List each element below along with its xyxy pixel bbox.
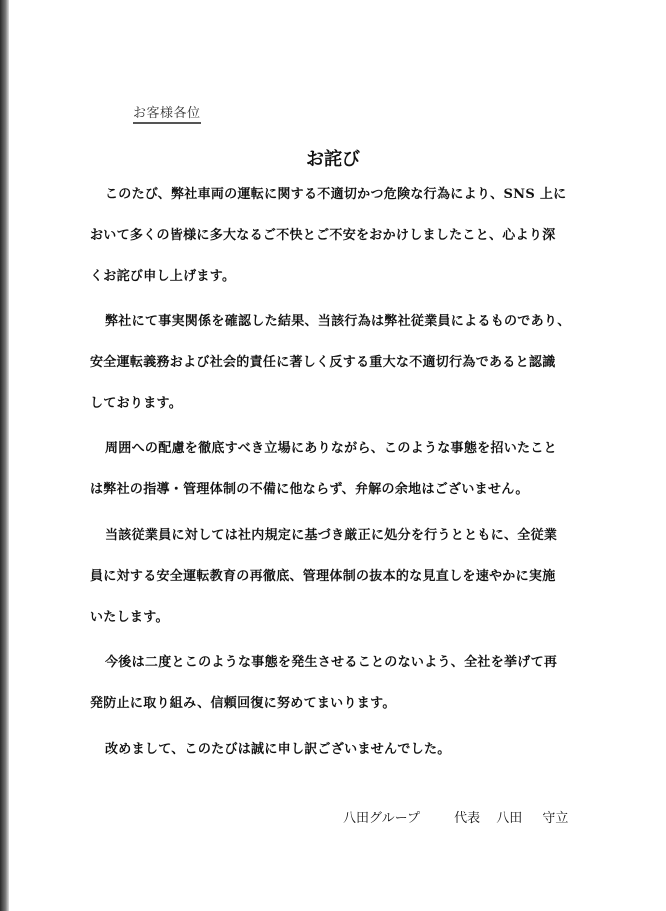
document-title: お詫び xyxy=(306,149,360,170)
body-line: いたします。 xyxy=(90,610,169,625)
body-line: くお詫び申し上げます。 xyxy=(90,269,236,284)
body-line: おいて多くの皆様に多大なるご不快とご不安をおかけしましたこと、心より深 xyxy=(90,228,556,243)
body-line: このたび、弊社車両の運転に関する不適切かつ危険な行為により、SNS 上に xyxy=(105,187,567,202)
body-line: は弊社の指導・管理体制の不備に他ならず、弁解の余地はございません。 xyxy=(90,482,529,497)
signature-given-name: 守立 xyxy=(542,811,569,826)
body-line: 周囲への配慮を徹底すべき立場にありながら、このような事態を招いたこと xyxy=(105,441,557,456)
body-line: 今後は二度とこのような事態を発生させることのないよう、全社を挙げて再 xyxy=(105,655,558,670)
body-line: 改めまして、このたびは誠に申し訳ございませんでした。 xyxy=(105,742,451,757)
signature-role: 代表 xyxy=(454,811,481,826)
page-edge-shadow xyxy=(0,0,9,911)
body-line: 弊社にて事実関係を確認した結果、当該行為は弊社従業員によるものであり、 xyxy=(105,314,571,329)
signature-surname: 八田 xyxy=(496,811,523,826)
body-line: 発防止に取り組み、信頼回復に努めてまいります。 xyxy=(90,696,396,711)
signature xyxy=(343,807,568,826)
body-line: 安全運転義務および社会的責任に著しく反する重大な不適切行為であると認識 xyxy=(90,355,556,370)
body-line: 員に対する安全運転教育の再徹底、管理体制の抜本的な見直しを速やかに実施 xyxy=(90,569,556,584)
salutation: お客様各位 xyxy=(133,102,201,124)
body-line: しております。 xyxy=(90,396,183,411)
signature-company: 八田グループ xyxy=(343,811,420,826)
body-line: 当該従業員に対しては社内規定に基づき厳正に処分を行うとともに、全従業 xyxy=(105,528,558,543)
